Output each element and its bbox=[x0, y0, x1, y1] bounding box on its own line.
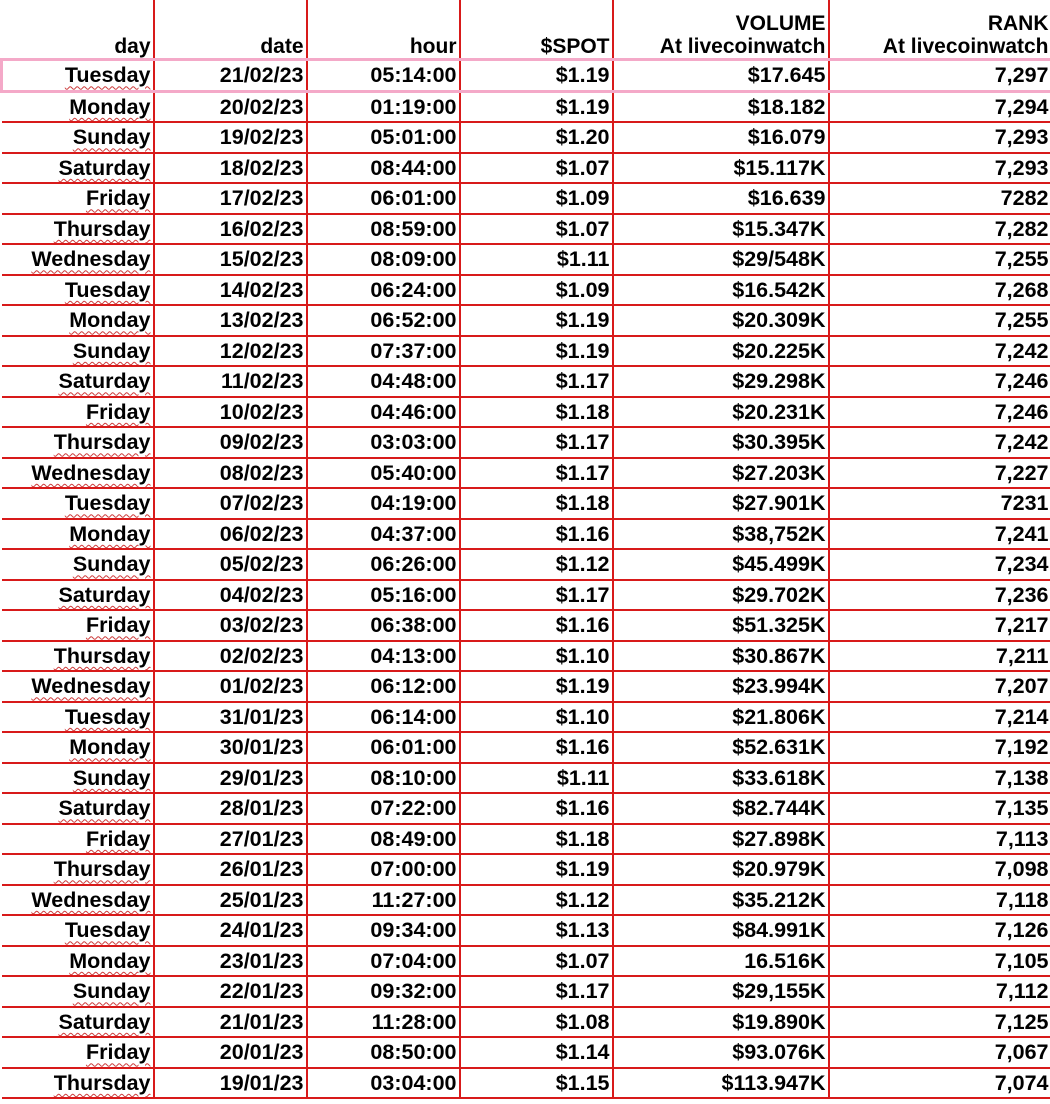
date-cell[interactable]: 06/02/23 bbox=[154, 519, 307, 550]
hour-cell[interactable]: 06:14:00 bbox=[307, 702, 460, 733]
rank-cell[interactable]: 7,234 bbox=[829, 549, 1050, 580]
day-cell[interactable]: Thursday bbox=[2, 854, 154, 885]
rank-cell[interactable]: 7,255 bbox=[829, 305, 1050, 336]
table-row bbox=[2, 549, 1050, 580]
date-cell[interactable]: 20/01/23 bbox=[154, 1037, 307, 1068]
spot-cell[interactable]: $1.09 bbox=[460, 183, 613, 214]
day-cell[interactable]: Sunday bbox=[2, 336, 154, 367]
table-row bbox=[2, 702, 1050, 733]
table-row bbox=[2, 793, 1050, 824]
day-cell[interactable]: Monday bbox=[2, 91, 154, 122]
day-cell[interactable]: Sunday bbox=[2, 976, 154, 1007]
table-row bbox=[2, 305, 1050, 336]
spot-cell[interactable]: $1.08 bbox=[460, 1007, 613, 1038]
table-row bbox=[2, 824, 1050, 855]
rank-cell[interactable]: 7,227 bbox=[829, 458, 1050, 489]
header-date-label: date bbox=[260, 35, 304, 58]
rank-cell[interactable]: 7,211 bbox=[829, 641, 1050, 672]
date-cell[interactable]: 23/01/23 bbox=[154, 946, 307, 977]
date-cell[interactable]: 09/02/23 bbox=[154, 427, 307, 458]
date-cell[interactable]: 26/01/23 bbox=[154, 854, 307, 885]
day-cell[interactable]: Friday bbox=[2, 397, 154, 428]
table-row bbox=[2, 275, 1050, 306]
hour-cell[interactable]: 09:32:00 bbox=[307, 976, 460, 1007]
header-day[interactable] bbox=[2, 0, 154, 60]
hour-cell[interactable]: 05:16:00 bbox=[307, 580, 460, 611]
rank-cell[interactable]: 7,241 bbox=[829, 519, 1050, 550]
volume-cell[interactable]: $35.212K bbox=[613, 885, 829, 916]
date-cell[interactable]: 21/02/23 bbox=[154, 60, 307, 92]
hour-cell[interactable]: 11:27:00 bbox=[307, 885, 460, 916]
rank-cell[interactable]: 7,135 bbox=[829, 793, 1050, 824]
day-cell[interactable]: Friday bbox=[2, 1037, 154, 1068]
date-cell[interactable]: 03/02/23 bbox=[154, 610, 307, 641]
spot-cell[interactable]: $1.12 bbox=[460, 549, 613, 580]
hour-cell[interactable]: 08:10:00 bbox=[307, 763, 460, 794]
volume-cell[interactable]: $21.806K bbox=[613, 702, 829, 733]
header-row bbox=[2, 0, 1050, 60]
table-row bbox=[2, 976, 1050, 1007]
spot-cell[interactable]: $1.18 bbox=[460, 824, 613, 855]
hour-cell[interactable]: 08:49:00 bbox=[307, 824, 460, 855]
day-cell[interactable]: Thursday bbox=[2, 1068, 154, 1099]
day-cell[interactable]: Saturday bbox=[2, 580, 154, 611]
volume-cell[interactable]: $52.631K bbox=[613, 732, 829, 763]
rank-cell[interactable]: 7,293 bbox=[829, 122, 1050, 153]
rank-cell[interactable]: 7,282 bbox=[829, 214, 1050, 245]
date-cell[interactable]: 25/01/23 bbox=[154, 885, 307, 916]
spot-cell[interactable]: $1.09 bbox=[460, 275, 613, 306]
date-cell[interactable]: 30/01/23 bbox=[154, 732, 307, 763]
header-rank[interactable] bbox=[829, 0, 1050, 60]
spot-cell[interactable]: $1.16 bbox=[460, 793, 613, 824]
volume-cell[interactable]: $51.325K bbox=[613, 610, 829, 641]
date-cell[interactable]: 18/02/23 bbox=[154, 153, 307, 184]
day-cell[interactable]: Friday bbox=[2, 610, 154, 641]
rank-cell[interactable]: 7,125 bbox=[829, 1007, 1050, 1038]
rank-cell[interactable]: 7,138 bbox=[829, 763, 1050, 794]
volume-cell[interactable]: $20.225K bbox=[613, 336, 829, 367]
rank-cell[interactable]: 7,242 bbox=[829, 336, 1050, 367]
date-cell[interactable]: 19/01/23 bbox=[154, 1068, 307, 1099]
spot-cell[interactable]: $1.18 bbox=[460, 397, 613, 428]
day-cell[interactable]: Thursday bbox=[2, 214, 154, 245]
table-row bbox=[2, 60, 1050, 92]
hour-cell[interactable]: 06:01:00 bbox=[307, 183, 460, 214]
table-row bbox=[2, 458, 1050, 489]
volume-cell[interactable]: $113.947K bbox=[613, 1068, 829, 1099]
day-cell[interactable]: Monday bbox=[2, 519, 154, 550]
hour-cell[interactable]: 04:46:00 bbox=[307, 397, 460, 428]
spot-cell[interactable]: $1.15 bbox=[460, 1068, 613, 1099]
day-cell[interactable]: Tuesday bbox=[2, 702, 154, 733]
hour-cell[interactable]: 06:26:00 bbox=[307, 549, 460, 580]
day-cell[interactable]: Tuesday bbox=[2, 488, 154, 519]
spot-cell[interactable]: $1.07 bbox=[460, 946, 613, 977]
rank-cell[interactable]: 7,112 bbox=[829, 976, 1050, 1007]
hour-cell[interactable]: 06:12:00 bbox=[307, 671, 460, 702]
volume-cell[interactable]: $30.867K bbox=[613, 641, 829, 672]
volume-cell[interactable]: $17.645 bbox=[613, 60, 829, 92]
day-cell[interactable]: Monday bbox=[2, 946, 154, 977]
table-row bbox=[2, 153, 1050, 184]
hour-cell[interactable]: 06:52:00 bbox=[307, 305, 460, 336]
header-spot[interactable] bbox=[460, 0, 613, 60]
day-cell[interactable]: Sunday bbox=[2, 549, 154, 580]
spot-cell[interactable]: $1.19 bbox=[460, 854, 613, 885]
table-row bbox=[2, 91, 1050, 122]
rank-cell[interactable]: 7,242 bbox=[829, 427, 1050, 458]
hour-cell[interactable]: 06:24:00 bbox=[307, 275, 460, 306]
hour-cell[interactable]: 04:13:00 bbox=[307, 641, 460, 672]
hour-cell[interactable]: 09:34:00 bbox=[307, 915, 460, 946]
volume-cell[interactable]: $29,155K bbox=[613, 976, 829, 1007]
day-cell[interactable]: Friday bbox=[2, 824, 154, 855]
day-cell[interactable]: Tuesday bbox=[2, 60, 154, 92]
rank-cell[interactable]: 7,255 bbox=[829, 244, 1050, 275]
header-hour-label: hour bbox=[409, 35, 457, 58]
hour-cell[interactable]: 05:01:00 bbox=[307, 122, 460, 153]
volume-cell[interactable]: 16.516K bbox=[613, 946, 829, 977]
volume-cell[interactable]: $16.079 bbox=[613, 122, 829, 153]
table-row bbox=[2, 854, 1050, 885]
header-volume-subtitle: At livecoinwatch bbox=[659, 35, 826, 58]
rank-cell[interactable]: 7,214 bbox=[829, 702, 1050, 733]
hour-cell[interactable]: 03:03:00 bbox=[307, 427, 460, 458]
spot-cell[interactable]: $1.17 bbox=[460, 976, 613, 1007]
hour-cell[interactable]: 08:59:00 bbox=[307, 214, 460, 245]
day-cell[interactable]: Monday bbox=[2, 732, 154, 763]
volume-cell[interactable]: $20.231K bbox=[613, 397, 829, 428]
volume-cell[interactable]: $45.499K bbox=[613, 549, 829, 580]
date-cell[interactable]: 20/02/23 bbox=[154, 91, 307, 122]
table-row bbox=[2, 488, 1050, 519]
hour-cell[interactable]: 08:50:00 bbox=[307, 1037, 460, 1068]
rank-cell[interactable]: 7,236 bbox=[829, 580, 1050, 611]
hour-cell[interactable]: 04:19:00 bbox=[307, 488, 460, 519]
rank-cell[interactable]: 7,126 bbox=[829, 915, 1050, 946]
spot-cell[interactable]: $1.19 bbox=[460, 336, 613, 367]
header-date[interactable] bbox=[154, 0, 307, 60]
day-cell[interactable]: Saturday bbox=[2, 1007, 154, 1038]
hour-cell[interactable]: 01:19:00 bbox=[307, 91, 460, 122]
spot-cell[interactable]: $1.10 bbox=[460, 641, 613, 672]
hour-cell[interactable]: 07:37:00 bbox=[307, 336, 460, 367]
date-cell[interactable]: 05/02/23 bbox=[154, 549, 307, 580]
date-cell[interactable]: 14/02/23 bbox=[154, 275, 307, 306]
spot-cell[interactable]: $1.13 bbox=[460, 915, 613, 946]
date-cell[interactable]: 19/02/23 bbox=[154, 122, 307, 153]
table-row bbox=[2, 671, 1050, 702]
table-row bbox=[2, 732, 1050, 763]
date-cell[interactable]: 31/01/23 bbox=[154, 702, 307, 733]
table-row bbox=[2, 183, 1050, 214]
hour-cell[interactable]: 05:40:00 bbox=[307, 458, 460, 489]
spot-cell[interactable]: $1.11 bbox=[460, 244, 613, 275]
hour-cell[interactable]: 05:14:00 bbox=[307, 60, 460, 92]
rank-cell[interactable]: 7,246 bbox=[829, 366, 1050, 397]
spot-cell[interactable]: $1.20 bbox=[460, 122, 613, 153]
volume-cell[interactable]: $23.994K bbox=[613, 671, 829, 702]
hour-cell[interactable]: 04:37:00 bbox=[307, 519, 460, 550]
spot-cell[interactable]: $1.18 bbox=[460, 488, 613, 519]
day-cell[interactable]: Tuesday bbox=[2, 915, 154, 946]
spot-cell[interactable]: $1.07 bbox=[460, 153, 613, 184]
spot-cell[interactable]: $1.07 bbox=[460, 214, 613, 245]
volume-cell[interactable]: $27.901K bbox=[613, 488, 829, 519]
hour-cell[interactable]: 07:04:00 bbox=[307, 946, 460, 977]
volume-cell[interactable]: $15.347K bbox=[613, 214, 829, 245]
volume-cell[interactable]: $29.298K bbox=[613, 366, 829, 397]
table-row bbox=[2, 214, 1050, 245]
spot-cell[interactable]: $1.10 bbox=[460, 702, 613, 733]
table-row bbox=[2, 397, 1050, 428]
volume-cell[interactable]: $29/548K bbox=[613, 244, 829, 275]
volume-cell[interactable]: $27.203K bbox=[613, 458, 829, 489]
day-cell[interactable]: Monday bbox=[2, 305, 154, 336]
date-cell[interactable]: 27/01/23 bbox=[154, 824, 307, 855]
day-cell[interactable]: Wednesday bbox=[2, 458, 154, 489]
date-cell[interactable]: 01/02/23 bbox=[154, 671, 307, 702]
volume-cell[interactable]: $15.117K bbox=[613, 153, 829, 184]
rank-cell[interactable]: 7,074 bbox=[829, 1068, 1050, 1099]
date-cell[interactable]: 22/01/23 bbox=[154, 976, 307, 1007]
table-row bbox=[2, 1068, 1050, 1099]
date-cell[interactable]: 16/02/23 bbox=[154, 214, 307, 245]
day-cell[interactable]: Wednesday bbox=[2, 244, 154, 275]
day-cell[interactable]: Sunday bbox=[2, 122, 154, 153]
date-cell[interactable]: 21/01/23 bbox=[154, 1007, 307, 1038]
day-cell[interactable]: Tuesday bbox=[2, 275, 154, 306]
table-row bbox=[2, 885, 1050, 916]
rank-cell[interactable]: 7,192 bbox=[829, 732, 1050, 763]
hour-cell[interactable]: 07:22:00 bbox=[307, 793, 460, 824]
volume-cell[interactable]: $18.182 bbox=[613, 91, 829, 122]
volume-cell[interactable]: $29.702K bbox=[613, 580, 829, 611]
table-row bbox=[2, 1007, 1050, 1038]
day-cell[interactable]: Saturday bbox=[2, 153, 154, 184]
rank-cell[interactable]: 7,294 bbox=[829, 91, 1050, 122]
volume-cell[interactable]: $16.542K bbox=[613, 275, 829, 306]
hour-cell[interactable]: 06:01:00 bbox=[307, 732, 460, 763]
hour-cell[interactable]: 04:48:00 bbox=[307, 366, 460, 397]
date-cell[interactable]: 29/01/23 bbox=[154, 763, 307, 794]
day-cell[interactable]: Friday bbox=[2, 183, 154, 214]
table-row bbox=[2, 427, 1050, 458]
date-cell[interactable]: 28/01/23 bbox=[154, 793, 307, 824]
table-body bbox=[2, 60, 1050, 1099]
table-row bbox=[2, 1037, 1050, 1068]
spot-cell[interactable]: $1.17 bbox=[460, 366, 613, 397]
header-volume-title: VOLUME bbox=[735, 12, 826, 35]
hour-cell[interactable]: 08:09:00 bbox=[307, 244, 460, 275]
rank-cell[interactable]: 7,118 bbox=[829, 885, 1050, 916]
hour-cell[interactable]: 03:04:00 bbox=[307, 1068, 460, 1099]
rank-cell[interactable]: 7,067 bbox=[829, 1037, 1050, 1068]
table-row bbox=[2, 580, 1050, 611]
rank-cell[interactable]: 7,207 bbox=[829, 671, 1050, 702]
table-row bbox=[2, 366, 1050, 397]
header-hour[interactable] bbox=[307, 0, 460, 60]
day-cell[interactable]: Thursday bbox=[2, 641, 154, 672]
table-row bbox=[2, 946, 1050, 977]
day-cell[interactable]: Wednesday bbox=[2, 885, 154, 916]
header-rank-subtitle: At livecoinwatch bbox=[882, 35, 1049, 58]
spot-cell[interactable]: $1.14 bbox=[460, 1037, 613, 1068]
date-cell[interactable]: 13/02/23 bbox=[154, 305, 307, 336]
spot-cell[interactable]: $1.17 bbox=[460, 427, 613, 458]
table-row bbox=[2, 641, 1050, 672]
date-cell[interactable]: 12/02/23 bbox=[154, 336, 307, 367]
volume-cell[interactable]: $84.991K bbox=[613, 915, 829, 946]
rank-cell[interactable]: 7,217 bbox=[829, 610, 1050, 641]
rank-cell[interactable]: 7,268 bbox=[829, 275, 1050, 306]
day-cell[interactable]: Sunday bbox=[2, 763, 154, 794]
spot-cell[interactable]: $1.19 bbox=[460, 671, 613, 702]
date-cell[interactable]: 07/02/23 bbox=[154, 488, 307, 519]
hour-cell[interactable]: 06:38:00 bbox=[307, 610, 460, 641]
rank-cell[interactable]: 7,246 bbox=[829, 397, 1050, 428]
rank-cell[interactable]: 7,293 bbox=[829, 153, 1050, 184]
table-row bbox=[2, 519, 1050, 550]
header-spot-label: $SPOT bbox=[540, 35, 610, 58]
spot-cell[interactable]: $1.16 bbox=[460, 519, 613, 550]
date-cell[interactable]: 08/02/23 bbox=[154, 458, 307, 489]
header-volume[interactable] bbox=[613, 0, 829, 60]
spot-cell[interactable]: $1.19 bbox=[460, 60, 613, 92]
rank-cell[interactable]: 7231 bbox=[829, 488, 1050, 519]
spot-cell[interactable]: $1.17 bbox=[460, 458, 613, 489]
spot-cell[interactable]: $1.16 bbox=[460, 732, 613, 763]
table-row bbox=[2, 610, 1050, 641]
day-cell[interactable]: Thursday bbox=[2, 427, 154, 458]
table-row bbox=[2, 244, 1050, 275]
date-cell[interactable]: 10/02/23 bbox=[154, 397, 307, 428]
header-day-label: day bbox=[114, 35, 151, 58]
day-cell[interactable]: Saturday bbox=[2, 366, 154, 397]
volume-cell[interactable]: $93.076K bbox=[613, 1037, 829, 1068]
spot-cell[interactable]: $1.11 bbox=[460, 763, 613, 794]
rank-cell[interactable]: 7,105 bbox=[829, 946, 1050, 977]
spot-cell[interactable]: $1.19 bbox=[460, 305, 613, 336]
volume-cell[interactable]: $20.309K bbox=[613, 305, 829, 336]
volume-cell[interactable]: $20.979K bbox=[613, 854, 829, 885]
header-rank-title: RANK bbox=[987, 12, 1049, 35]
spot-cell[interactable]: $1.16 bbox=[460, 610, 613, 641]
hour-cell[interactable]: 08:44:00 bbox=[307, 153, 460, 184]
table-row bbox=[2, 336, 1050, 367]
volume-cell[interactable]: $33.618K bbox=[613, 763, 829, 794]
hour-cell[interactable]: 07:00:00 bbox=[307, 854, 460, 885]
rank-cell[interactable]: 7,113 bbox=[829, 824, 1050, 855]
date-cell[interactable]: 11/02/23 bbox=[154, 366, 307, 397]
table-row bbox=[2, 122, 1050, 153]
date-cell[interactable]: 24/01/23 bbox=[154, 915, 307, 946]
volume-cell[interactable]: $30.395K bbox=[613, 427, 829, 458]
hour-cell[interactable]: 11:28:00 bbox=[307, 1007, 460, 1038]
volume-cell[interactable]: $38,752K bbox=[613, 519, 829, 550]
date-cell[interactable]: 17/02/23 bbox=[154, 183, 307, 214]
spot-cell[interactable]: $1.19 bbox=[460, 91, 613, 122]
table-row bbox=[2, 763, 1050, 794]
day-cell[interactable]: Saturday bbox=[2, 793, 154, 824]
volume-cell[interactable]: $16.639 bbox=[613, 183, 829, 214]
date-cell[interactable]: 15/02/23 bbox=[154, 244, 307, 275]
table-row bbox=[2, 915, 1050, 946]
date-cell[interactable]: 02/02/23 bbox=[154, 641, 307, 672]
volume-cell[interactable]: $27.898K bbox=[613, 824, 829, 855]
day-cell[interactable]: Wednesday bbox=[2, 671, 154, 702]
rank-cell[interactable]: 7,098 bbox=[829, 854, 1050, 885]
rank-cell[interactable]: 7,297 bbox=[829, 60, 1050, 92]
spot-cell[interactable]: $1.12 bbox=[460, 885, 613, 916]
rank-cell[interactable]: 7282 bbox=[829, 183, 1050, 214]
spot-cell[interactable]: $1.17 bbox=[460, 580, 613, 611]
volume-cell[interactable]: $19.890K bbox=[613, 1007, 829, 1038]
date-cell[interactable]: 04/02/23 bbox=[154, 580, 307, 611]
volume-cell[interactable]: $82.744K bbox=[613, 793, 829, 824]
